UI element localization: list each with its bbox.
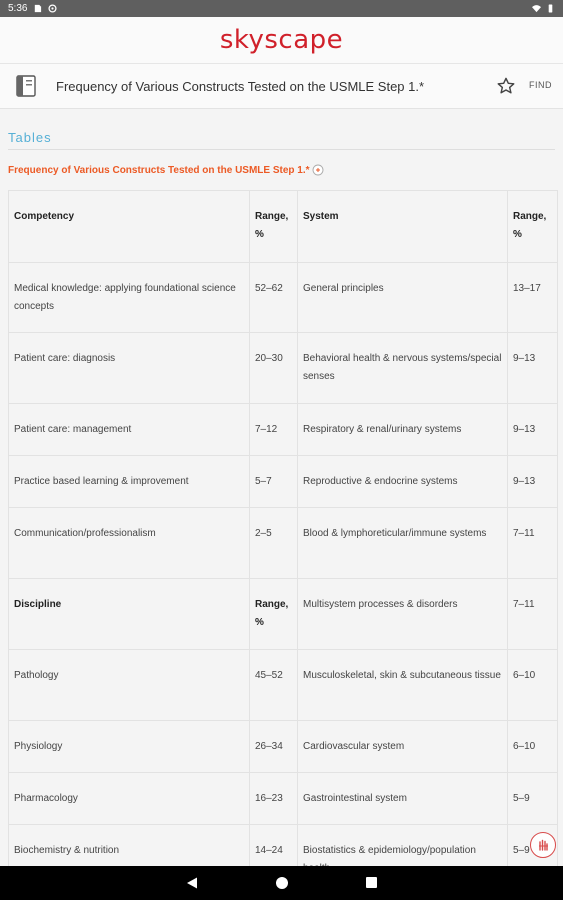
section-divider <box>8 149 555 150</box>
system-cell: General principles <box>298 263 508 333</box>
system-cell: Reproductive & endocrine systems <box>298 456 508 508</box>
system-cell: Behavioral health & nervous systems/special senses <box>298 333 508 404</box>
discipline-cell: Pathology <box>9 650 250 721</box>
skyscape-logo: skyscape <box>219 25 344 55</box>
header-discipline: Discipline <box>9 579 250 650</box>
home-icon[interactable] <box>276 877 288 889</box>
system-cell: Musculoskeletal, skin & subcutaneous tissue <box>298 650 508 721</box>
section-heading: Tables <box>8 130 52 145</box>
discipline-cell: Pharmacology <box>9 773 250 825</box>
find-button[interactable]: FIND <box>529 80 552 90</box>
range-cell: 5–9 <box>508 773 558 825</box>
range-cell: 5–9 <box>508 825 558 896</box>
table-row <box>9 508 558 579</box>
system-cell: Biostatistics & epidemiology/population <box>298 825 508 896</box>
system-cell: Cardiovascular system <box>298 721 508 773</box>
range-cell: 7–12 <box>250 404 298 456</box>
sd-card-icon <box>33 4 42 13</box>
competency-cell: Patient care: management <box>9 404 250 456</box>
discipline-cell: Biochemistry & nutrition <box>9 825 250 896</box>
table-header-row <box>9 191 558 263</box>
range-cell: 52–62 <box>250 263 298 333</box>
range-cell: 20–30 <box>250 333 298 404</box>
system-cell: Respiratory & renal/urinary systems <box>298 404 508 456</box>
table-row <box>9 333 558 404</box>
discipline-cell: Physiology <box>9 721 250 773</box>
competency-cell: Communication/professionalism <box>9 508 250 579</box>
system-navigation-bar <box>0 866 563 900</box>
range-cell: 45–52 <box>250 650 298 721</box>
competency-cell: Medical knowledge: applying foundational science concepts <box>9 263 250 333</box>
wifi-icon <box>532 4 541 13</box>
content-area[interactable] <box>0 109 563 866</box>
header-competency: Competency <box>9 191 250 263</box>
table-row <box>9 721 558 773</box>
range-cell: 2–5 <box>250 508 298 579</box>
floating-action-button[interactable] <box>530 832 556 858</box>
range-cell: 5–7 <box>250 456 298 508</box>
expand-table-icon[interactable] <box>312 164 324 176</box>
range-cell: 9–13 <box>508 456 558 508</box>
document-title-bar <box>0 64 563 109</box>
back-icon[interactable] <box>186 877 198 889</box>
range-cell: 6–10 <box>508 721 558 773</box>
hand-tool-icon <box>536 838 550 852</box>
system-cell: Multisystem processes & disorders <box>298 579 508 650</box>
sync-icon <box>48 4 57 13</box>
usmle-constructs-table <box>8 190 558 896</box>
battery-icon <box>546 4 555 13</box>
bookmark-star-icon[interactable] <box>496 76 516 96</box>
document-title: Frequency of Various Constructs Tested on the USMLE Step 1.* <box>56 78 425 94</box>
status-bar <box>0 0 563 17</box>
header-range: Range, % <box>250 579 298 650</box>
range-cell: 7–11 <box>508 579 558 650</box>
table-row <box>9 456 558 508</box>
book-icon[interactable] <box>14 74 38 98</box>
system-cell: Gastrointestinal system <box>298 773 508 825</box>
app-bar <box>0 17 563 64</box>
range-cell: 26–34 <box>250 721 298 773</box>
recent-apps-icon[interactable] <box>366 877 377 888</box>
range-cell: 9–13 <box>508 333 558 404</box>
table-caption[interactable] <box>8 164 324 176</box>
table-caption-text: Frequency of Various Constructs Tested on the USMLE Step 1.* <box>8 164 310 176</box>
header-system: System <box>298 191 508 263</box>
range-cell: 16–23 <box>250 773 298 825</box>
range-cell: 6–10 <box>508 650 558 721</box>
table-row <box>9 650 558 721</box>
discipline-header-row <box>9 579 558 650</box>
range-cell: 7–11 <box>508 508 558 579</box>
header-range: Range, % <box>508 191 558 263</box>
range-cell: 13–17 <box>508 263 558 333</box>
table-row <box>9 404 558 456</box>
competency-cell: Practice based learning & improvement <box>9 456 250 508</box>
status-time: 5:36 <box>8 3 28 14</box>
range-cell: 9–13 <box>508 404 558 456</box>
header-range: Range, % <box>250 191 298 263</box>
table-row <box>9 263 558 333</box>
system-cell: Blood & lymphoreticular/immune systems <box>298 508 508 579</box>
range-cell: 14–24 <box>250 825 298 896</box>
competency-cell: Patient care: diagnosis <box>9 333 250 404</box>
table-row <box>9 773 558 825</box>
